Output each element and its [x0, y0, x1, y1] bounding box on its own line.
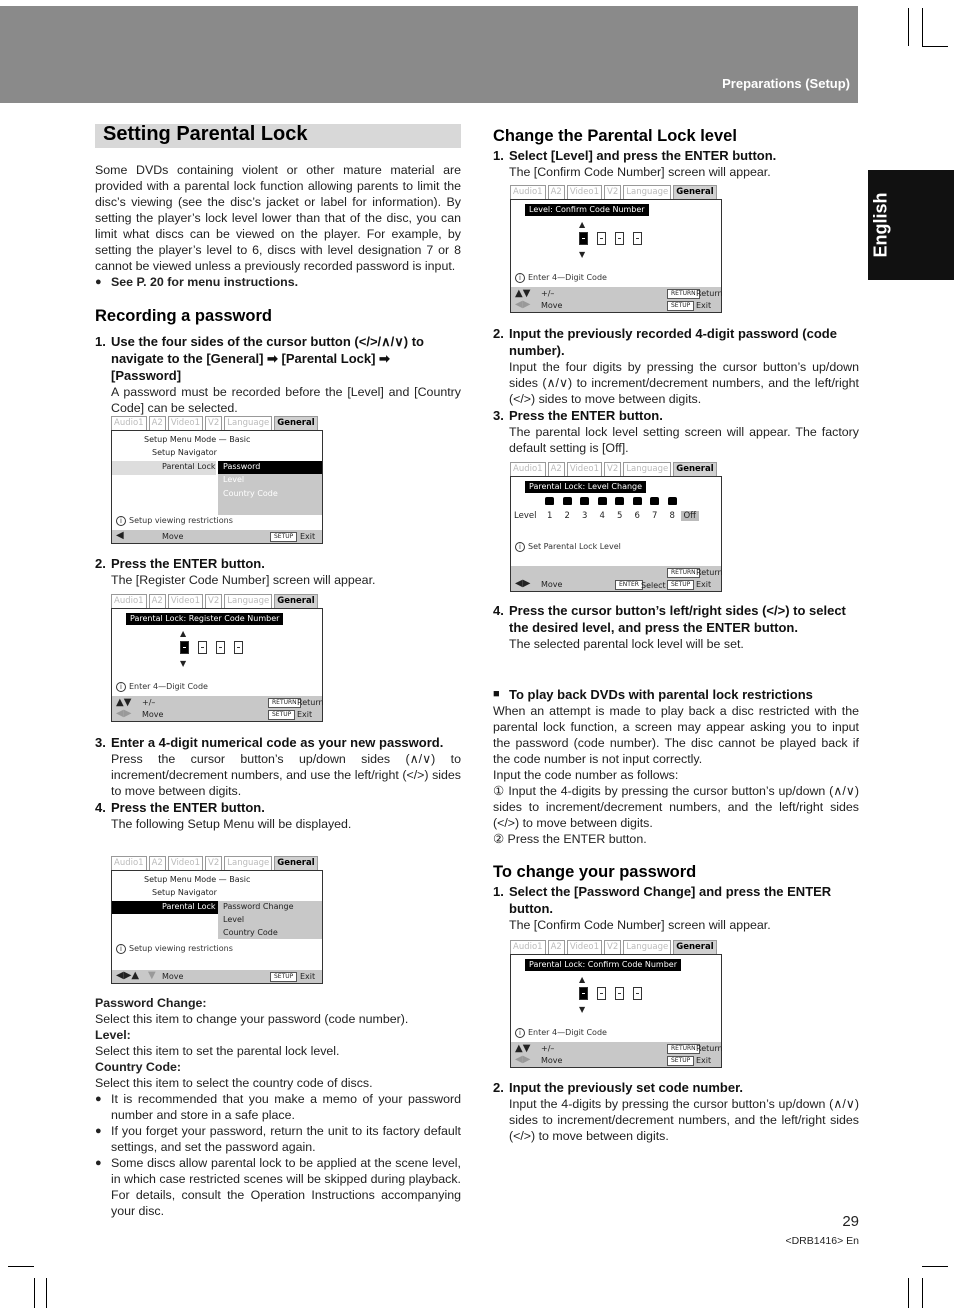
change-password-steps-2: [493, 1079, 859, 1144]
osd-confirm-password: Audio1 A2 Video1 V2 Language General Parental Lock: Confirm Code Number ▲ ▼ i Enter 4—Digit Code ▲▼ +/– ◀▶ Move RETURN Return SETUP Exit: [510, 940, 722, 1068]
page-title: Setting Parental Lock: [103, 123, 308, 145]
crop-mark: [46, 1278, 47, 1308]
change-level-step-4: 4. Press the cursor button’s left/right sides (</>) to select the desired level, and press the ENTER button.: [493, 603, 846, 635]
playback-section: [493, 686, 859, 847]
crop-mark: [922, 1278, 923, 1308]
recording-steps-3: [95, 734, 461, 832]
recording-step-3: 3. Enter a 4-digit numerical code as your new password.: [95, 735, 444, 750]
playback-heading: ■ To play back DVDs with parental lock restrictions: [493, 687, 813, 702]
osd-register-code: Audio1 A2 Video1 V2 Language General Parental Lock: Register Code Number ▲ ▼ i Enter 4—Digit Code ▲▼ +/– ◀▶ Move RETURN Return SETUP Exit: [111, 594, 323, 722]
def-level-title: Level:: [95, 1028, 131, 1042]
change-level-step-3-body: The parental lock level setting screen will appear. The factory default setting is [Off].: [509, 425, 859, 455]
playback-body: When an attempt is made to play back a disc restricted with the parental lock function, a screen may appear asking you to input the password (code number). The disc cannot be played back if the code number is not input correctly.: [493, 704, 859, 766]
recording-step-2: 2. Press the ENTER button.: [95, 556, 265, 571]
change-level-step-1-body: The [Confirm Code Number] screen will appear.: [509, 165, 771, 179]
intro-bullet: ● See P. 20 for menu instructions.: [95, 274, 461, 290]
change-password-heading: To change your password: [493, 863, 697, 881]
recording-steps-2: [95, 555, 461, 588]
recording-step-1: 1. Use the four sides of the cursor button (</>/∧/∨) to navigate to the [General] ➡ [Parental Lock] ➡ [Password]: [95, 334, 424, 383]
note-bullet: ● It is recommended that you make a memo of your password number and store in a safe place.: [95, 1091, 461, 1123]
recording-section: [95, 306, 461, 416]
change-password-step-2-body: Input the 4-digits by pressing the cursor button’s up/down (∧/∨) sides to increment/decrement numbers, and the left/right sides (</>) to move between digits.: [509, 1097, 859, 1143]
def-country-title: Country Code:: [95, 1060, 182, 1074]
crop-mark: [922, 1266, 948, 1267]
change-level-step-1: 1. Select [Level] and press the ENTER button.: [493, 148, 777, 163]
change-password-section: [493, 862, 859, 933]
definitions: [95, 995, 461, 1219]
crop-mark: [908, 1278, 909, 1308]
crop-mark: [908, 8, 909, 46]
def-level: Select this item to set the parental lock level.: [95, 1044, 340, 1058]
playback-item-1: ① Input the 4-digits by pressing the cursor button’s up/down (∧/∨) sides to increment/decrement numbers, and the left/right sides (</>) to move between digits.: [493, 784, 859, 830]
page-title-band: [95, 124, 461, 148]
crop-mark: [8, 1266, 34, 1267]
change-level-step-2-body: Input the four digits by pressing the cursor button’s up/down sides (∧/∨) to increment/decrement numbers, and the left/right (</>) sides to move between digits.: [509, 360, 859, 406]
recording-heading: Recording a password: [95, 307, 272, 325]
change-password-step-1: 1. Select the [Password Change] and press the ENTER button.: [493, 884, 832, 916]
change-level-step-3: 3. Press the ENTER button.: [493, 408, 663, 423]
playback-item-2: ② Press the ENTER button.: [493, 832, 647, 846]
osd-level-change: Audio1 A2 Video1 V2 Language General Parental Lock: Level Change Level 1 2 3 4 5 6 7 8 Off i Set Parental Lock Level ◀▶ Move ENTER Select RETURN Return SETUP Exit: [510, 462, 722, 592]
recording-step-3-body: Press the cursor button’s up/down sides (∧/∨) to increment/decrement numbers, and use the left/right (</>) sides to move between digits.: [111, 752, 461, 798]
change-level-section: [493, 126, 859, 180]
def-password-change: Select this item to change your password (code number).: [95, 1012, 409, 1026]
crop-mark: [922, 46, 948, 47]
change-password-step-2: 2. Input the previously set code number.: [493, 1080, 744, 1095]
intro-text: Some DVDs containing violent or other mature material are provided with a parental lock function allowing parents to limit the disc’s viewing (see the disc’s jacket or label for information). By setting the player’s lock level lower than that of the disc, you can limit what discs can be viewed on the player. For example, by setting the player’s level to 6, discs with level designation 7 or 8 cannot be viewed unless a previously recorded password is input.: [95, 163, 461, 273]
change-level-step-4-body: The selected parental lock level will be set.: [509, 637, 744, 651]
header-band: [0, 6, 858, 103]
note-bullet: ● If you forget your password, return the unit to its factory default settings, and set the password again.: [95, 1123, 461, 1155]
osd-setup-menu: Audio1 A2 Video1 V2 Language General Setup Menu Mode — Basic Setup Navigator Parental Lock Password Change Level Country Code i Setup viewing restrictions ◀▶▲ ▼ Move SETUP Exit: [111, 856, 323, 984]
change-level-steps-2: [493, 325, 859, 456]
recording-step-4: 4. Press the ENTER button.: [95, 800, 265, 815]
note-bullet: ● Some discs allow parental lock to be applied at the scene level, in which case restricted scenes will be skipped during playback. For details, consult the Operation Instructions accompanying your disc.: [95, 1155, 461, 1219]
doc-code: <DRB1416> En: [785, 1235, 859, 1247]
intro-block: [95, 162, 461, 290]
page-number: 29: [842, 1213, 859, 1230]
recording-step-1-body: A password must be recorded before the [Level] and [Country Code] can be selected.: [111, 385, 461, 415]
def-country: Select this item to select the country code of discs.: [95, 1076, 373, 1090]
change-level-steps-4: [493, 602, 859, 652]
crop-mark: [922, 8, 923, 46]
osd-password-menu: Audio1 A2 Video1 V2 Language General Setup Menu Mode — Basic Setup Navigator Parental Lock Password Level Country Code i Setup viewing restrictions ◀ Move SETUP Exit: [111, 416, 323, 544]
change-level-step-2: 2. Input the previously recorded 4-digit password (code number).: [493, 326, 837, 358]
def-password-change-title: Password Change:: [95, 996, 207, 1010]
playback-input: Input the code number as follows:: [493, 768, 679, 782]
recording-step-4-body: The following Setup Menu will be displayed.: [111, 817, 352, 831]
section-title: Preparations (Setup): [722, 76, 850, 91]
language-tab: English: [868, 170, 954, 280]
osd-confirm-level: Audio1 A2 Video1 V2 Language General Level: Confirm Code Number ▲ ▼ i Enter 4—Digit Code ▲▼ +/– ◀▶ Move RETURN Return SETUP Exit: [510, 185, 722, 313]
change-level-heading: Change the Parental Lock level: [493, 127, 737, 145]
recording-step-2-body: The [Register Code Number] screen will appear.: [111, 573, 376, 587]
crop-mark: [34, 1278, 35, 1308]
change-password-step-1-body: The [Confirm Code Number] screen will appear.: [509, 918, 771, 932]
